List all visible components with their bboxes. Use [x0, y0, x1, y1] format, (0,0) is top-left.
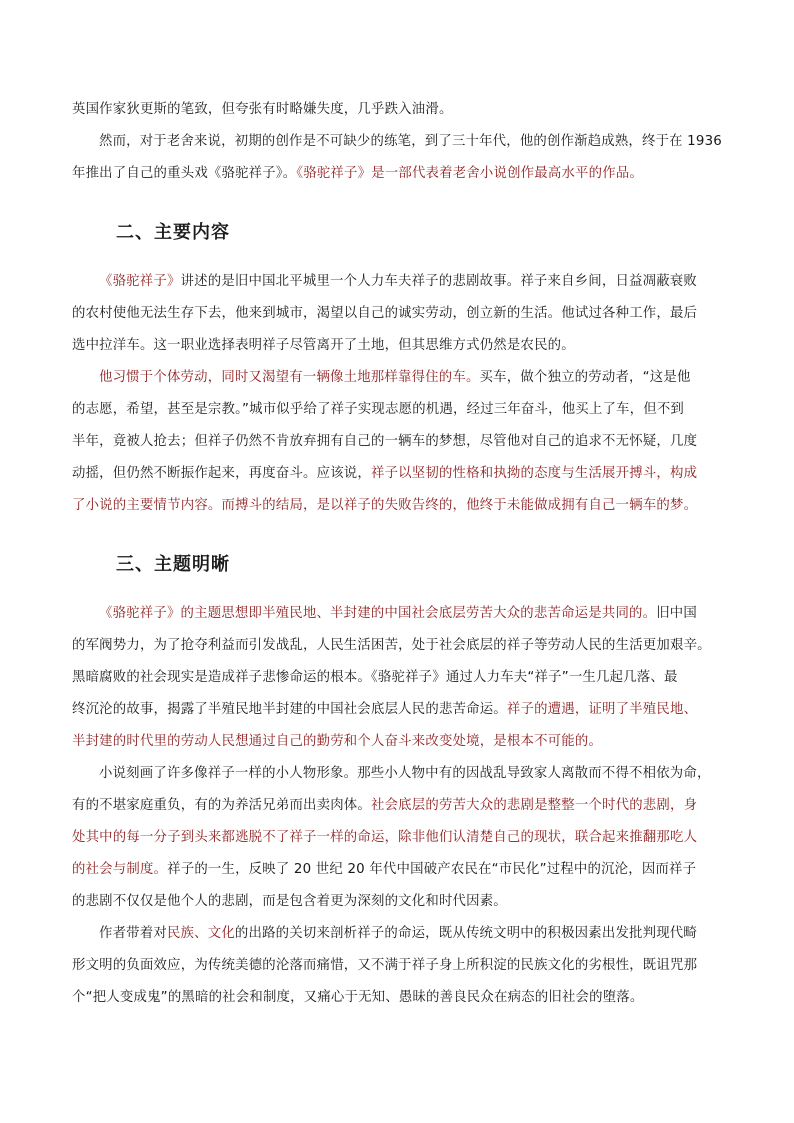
- text-run: 作者带着对: [99, 926, 167, 941]
- sec3-p1-line-5: [72, 732, 602, 752]
- text-run: 的悲剧不仅仅是他个人的悲剧，而是包含着更为深刻的文化和时代因素。: [72, 894, 507, 909]
- sec3-p3-line-1: [99, 924, 697, 944]
- text-run: 英国作家狄更斯的笔致，但夸张有时略嫌失度，几乎跌入油滑。: [72, 102, 453, 117]
- sec3-p2-line-5: [72, 892, 507, 912]
- text-run: 选中拉洋车。这一职业选择表明祥子尽管离开了土地，但其思维方式仍然是农民的。: [72, 338, 575, 353]
- sec3-p2-line-4: [72, 860, 696, 880]
- text-run: 的志愿，希望，甚至是宗教。”城市似乎给了祥子实现志愿的机遇，经过三年奋斗，他买上了车，但不到: [72, 402, 685, 417]
- sec2-p1-line-2: [72, 304, 697, 324]
- text-run: 终沉沦的故事，揭露了半殖民地半封建的中国社会底层人民的悲苦命运。: [72, 702, 507, 717]
- section-heading-main-content: 二、主要内容: [116, 222, 230, 243]
- highlight-text: 他习惯于个体劳动，同时又渴望有一辆像土地那样靠得住的车。: [99, 370, 480, 385]
- section-heading-theme: 三、主题明晰: [116, 554, 230, 575]
- highlight-text: 祥子的遭遇，证明了半殖民地、: [506, 702, 698, 717]
- text-run: 半年，竟被人抢去；但祥子仍然不肯放弃拥有自己的一辆车的梦想，尽管他对自己的追求不无怀疑，几度: [72, 434, 698, 449]
- highlight-text: 《骆驼祥子》: [99, 274, 181, 289]
- sec2-p2-line-4: [72, 464, 697, 484]
- highlight-text: 社会底层的劳苦大众的悲剧是整整一个时代的悲剧，身: [371, 798, 698, 813]
- sec2-p2-line-5: [72, 496, 697, 516]
- sec3-p1-line-3: [72, 668, 678, 688]
- highlight-text: 《骆驼祥子》是一部代表着老舍小说创作最高水平的作品。: [296, 166, 643, 181]
- sec3-p2-line-3: [72, 828, 697, 848]
- text-run: 动摇，但仍然不断振作起来，再度奋斗。应该说，: [72, 466, 371, 481]
- text-run: 形文明的负面效应，为传统美德的沦落而痛惜，又不满于祥子身上所积淀的民族文化的劣根性，既诅咒那: [72, 958, 698, 973]
- intro-line-3: [72, 164, 643, 184]
- highlight-text: 半封建的时代里的劳动人民想通过自己的勤劳和个人奋斗来改变处境，是根本不可能的。: [72, 734, 603, 749]
- sec2-p2-line-3: [72, 432, 697, 452]
- highlight-text: 的社会与制度。: [72, 862, 168, 877]
- highlight-text: 祥子以坚韧的性格和执拗的态度与生活展开搏斗，构成: [371, 466, 698, 481]
- text-run: 个“把人变成鬼”的黑暗的社会和制度，又痛心于无知、愚昧的善良民众在病态的旧社会的堕落。: [72, 990, 644, 1005]
- highlight-text: 的主题思想即半殖民地、半封建的中国社会底层劳苦大众的悲苦命运是共同的。: [180, 606, 657, 621]
- text-run: 年推出了自己的重头戏《骆驼祥子》。: [72, 166, 297, 181]
- text-run: 讲述的是旧中国北平城里一个人力车夫祥子的悲剧故事。: [180, 274, 521, 289]
- text-run: 祥子来自乡间，日益凋蔽衰败: [520, 274, 697, 289]
- sec3-p2-line-1: [99, 764, 711, 784]
- text-run: 旧中国: [656, 606, 697, 621]
- sec3-p3-line-3: [72, 988, 644, 1008]
- intro-line-2: [99, 132, 722, 152]
- intro-line-1: [72, 100, 453, 120]
- text-run: 黑暗腐败的社会现实是造成祥子悲惨命运的根本。《骆驼祥子》通过人力车夫“祥子”一生几起几落、最: [72, 670, 678, 685]
- sec3-p1-line-2: [72, 636, 711, 656]
- text-run: 的出路的关切来剖析祥子的命运，既从传统文明中的积极因素出发批判现代畸: [234, 926, 697, 941]
- sec3-p1-line-4: [72, 700, 697, 720]
- text-run: 的农村使他无法生存下去，他来到城市，渴望以自己的诚实劳动，创立新的生活。他试过各种工作，最后: [72, 306, 698, 321]
- highlight-text: 《骆驼祥子》: [99, 606, 181, 621]
- sec2-p2-line-1: [99, 368, 691, 388]
- highlight-text: 而搏斗的结局，是以祥子的失败告终的，他终于未能做成拥有自己一辆车的梦。: [221, 498, 698, 513]
- sec2-p1-line-3: [72, 336, 575, 356]
- text-run: 小说刻画了许多像祥子一样的小人物形象。那些小人物中有的因战乱导致家人离散而不得不相依为命，: [99, 766, 711, 781]
- sec3-p3-line-2: [72, 956, 697, 976]
- text-run: 祥子的一生，反映了 20 世纪 20 年代中国破产农民在“市民化”过程中的沉沦，因而祥子: [167, 862, 697, 877]
- sec2-p2-line-2: [72, 400, 684, 420]
- text-run: 买车，做个独立的劳动者，“这是他: [479, 370, 691, 385]
- highlight-text: 处其中的每一分子到头来都逃脱不了祥子一样的命运，除非他们认清楚自己的现状，联合起来推翻那吃人: [72, 830, 698, 845]
- text-run: 然而，对于老舍来说，初期的创作是不可缺少的练笔，到了三十年代，他的创作渐趋成熟，终于在 1936: [99, 134, 723, 149]
- highlight-text: 民族、文化: [166, 926, 235, 941]
- sec2-p1-line-1: [99, 272, 697, 292]
- text-run: 有的不堪家庭重负，有的为养活兄弟而出卖肉体。: [72, 798, 371, 813]
- sec3-p2-line-2: [72, 796, 697, 816]
- sec3-p1-line-1: [99, 604, 697, 624]
- text-run: 的军阀势力，为了抢夺利益而引发战乱，人民生活困苦，处于社会底层的祥子等劳动人民的生活更加艰辛。: [72, 638, 711, 653]
- highlight-text: 了小说的主要情节内容。: [72, 498, 222, 513]
